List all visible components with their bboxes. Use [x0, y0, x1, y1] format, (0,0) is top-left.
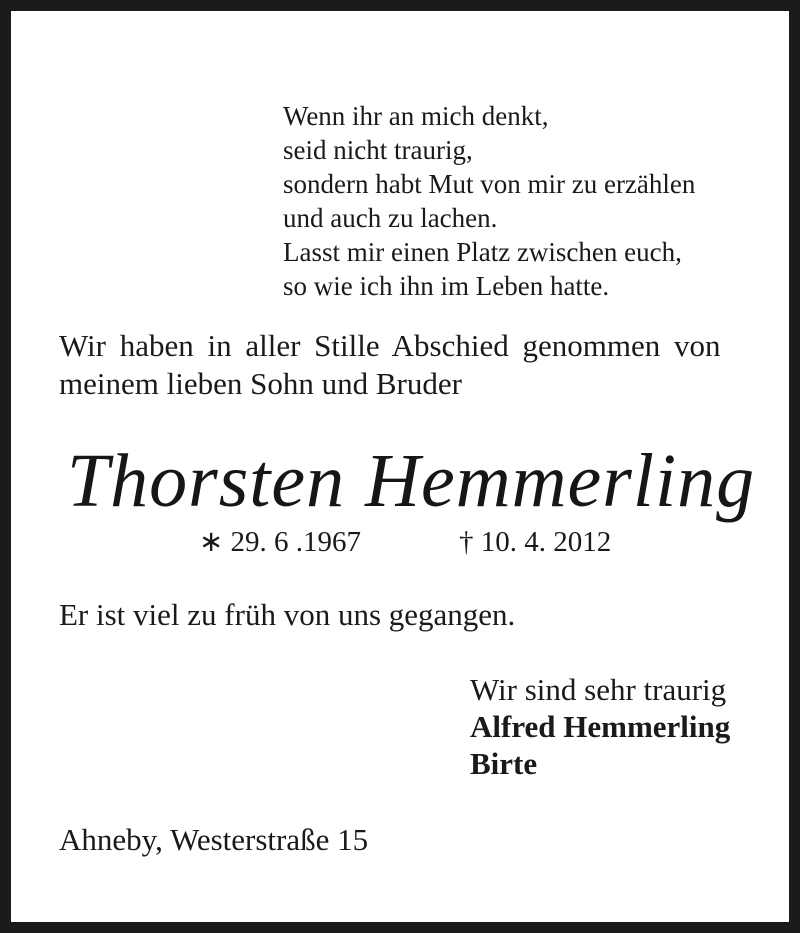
poem-line: sondern habt Mut von mir zu erzählen — [283, 169, 696, 199]
poem-line: Wenn ihr an mich denkt, — [283, 101, 549, 131]
deceased-name: Thorsten Hemmerling — [66, 439, 756, 523]
poem-line: und auch zu lachen. — [283, 203, 498, 233]
mourners-block — [470, 671, 730, 782]
mourners-phrase: Wir sind sehr traurig — [470, 672, 727, 707]
mourner-name: Birte — [470, 746, 538, 781]
poem-line: Lasst mir einen Platz zwischen euch, — [283, 237, 682, 267]
mourner-name: Alfred Hemmerling — [470, 709, 731, 744]
address: Ahneby, Westerstraße 15 — [59, 822, 369, 857]
intro-text — [59, 327, 769, 403]
death-date: † 10. 4. 2012 — [459, 526, 612, 558]
poem-line: so wie ich ihn im Leben hatte. — [283, 271, 610, 301]
statement-text: Er ist viel zu früh von uns gegangen. — [59, 597, 516, 632]
poem — [283, 99, 695, 303]
birth-date: ∗ 29. 6 .1967 — [199, 526, 362, 558]
intro-line: Wir haben in aller Stille Abschied genommen von — [59, 328, 721, 363]
intro-line: meinem lieben Sohn und Bruder — [59, 366, 462, 401]
poem-line: seid nicht traurig, — [283, 135, 473, 165]
